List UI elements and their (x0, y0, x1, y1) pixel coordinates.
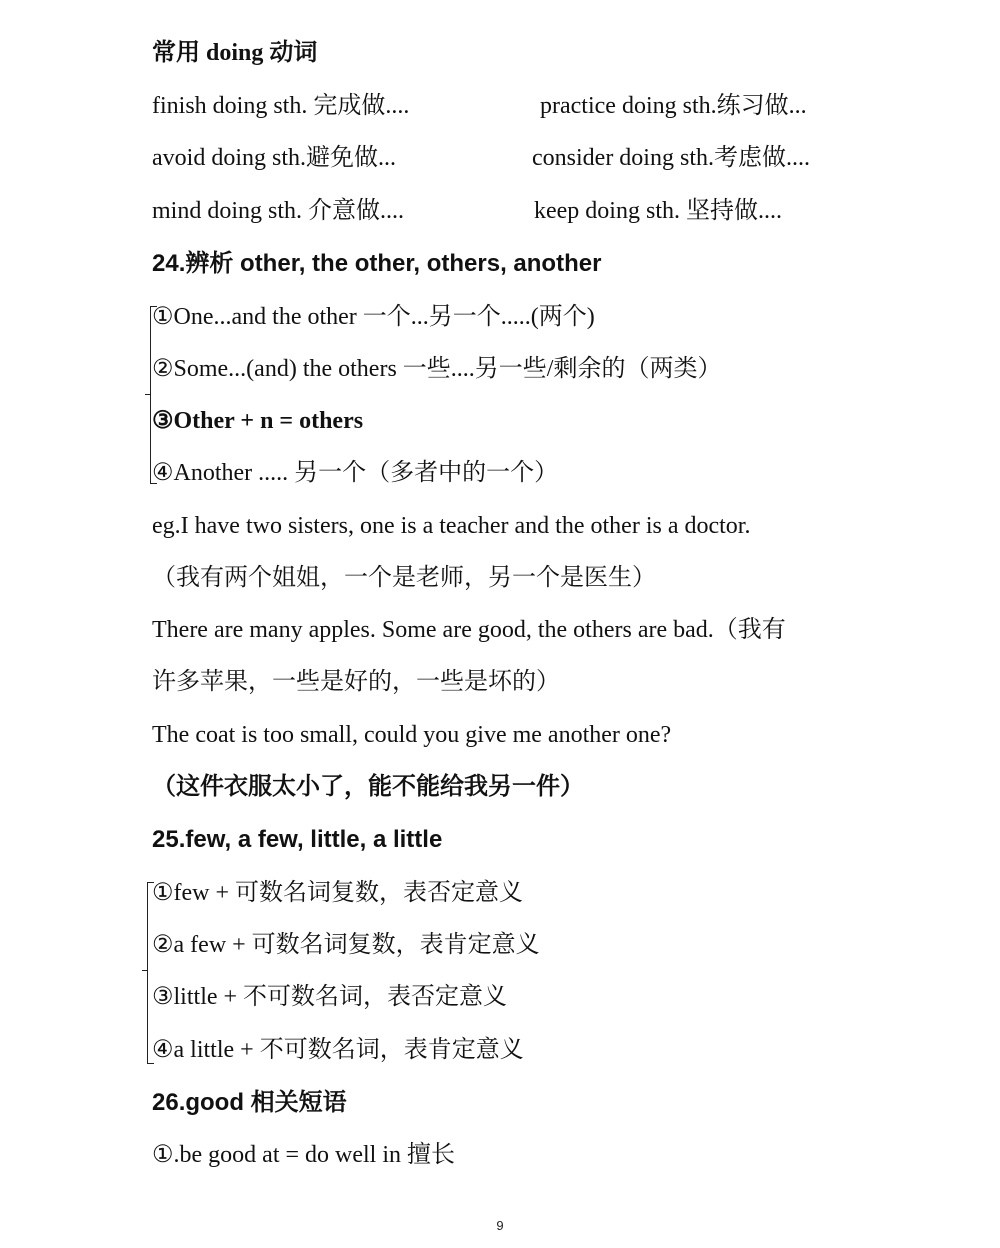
example-24-1: eg.I have two sisters, one is a teacher and the other is a doctor. (152, 513, 751, 539)
page-number: 9 (496, 1218, 504, 1233)
example-24-3: The coat is too small, could you give me another one? (152, 722, 672, 748)
example-24-3-translation: （这件衣服太小了，能不能给我另一件） (152, 774, 584, 800)
doing-verb-row-2-right: consider doing sth.考虑做.... (532, 145, 810, 171)
item-25-2: ②a few + 可数名词复数，表肯定意义 (152, 932, 540, 958)
item-24-4: ④Another ..... 另一个（多者中的一个） (152, 460, 559, 486)
doing-verb-row-3-left: mind doing sth. 介意做.... (152, 198, 405, 224)
section-title-25: 25.few, a few, little, a little (152, 826, 443, 853)
example-24-2: There are many apples. Some are good, the others are bad.（我有 (152, 617, 786, 643)
item-25-3: ③little + 不可数名词，表否定意义 (152, 984, 508, 1010)
bracket-25-tick (142, 970, 147, 971)
section-title-doing-verbs: 常用 doing 动词 (152, 40, 318, 66)
item-24-3: ③Other + n = others (152, 408, 364, 434)
doing-verb-row-3-right: keep doing sth. 坚持做.... (534, 198, 782, 224)
doing-verb-row-2-left: avoid doing sth.避免做... (152, 145, 396, 171)
item-24-2: ②Some...(and) the others 一些....另一些/剩余的（两类） (152, 356, 722, 382)
section-title-24: 24.辨析 other, the other, others, another (152, 250, 602, 277)
bracket-24-tick (145, 394, 150, 395)
item-26-1: ①.be good at = do well in 擅长 (152, 1142, 456, 1168)
item-25-4: ④a little + 不可数名词，表肯定意义 (152, 1037, 524, 1063)
section-title-26: 26.good 相关短语 (152, 1089, 347, 1116)
example-24-2-translation: 许多苹果，一些是好的，一些是坏的） (152, 669, 560, 695)
doing-verb-row-1-left: finish doing sth. 完成做.... (152, 93, 410, 119)
item-24-1: ①One...and the other 一个...另一个.....(两个) (152, 304, 595, 330)
doing-verb-row-1-right: practice doing sth.练习做... (540, 93, 807, 119)
item-25-1: ①few + 可数名词复数，表否定意义 (152, 880, 524, 906)
example-24-1-translation: （我有两个姐姐，一个是老师，另一个是医生） (152, 565, 656, 591)
